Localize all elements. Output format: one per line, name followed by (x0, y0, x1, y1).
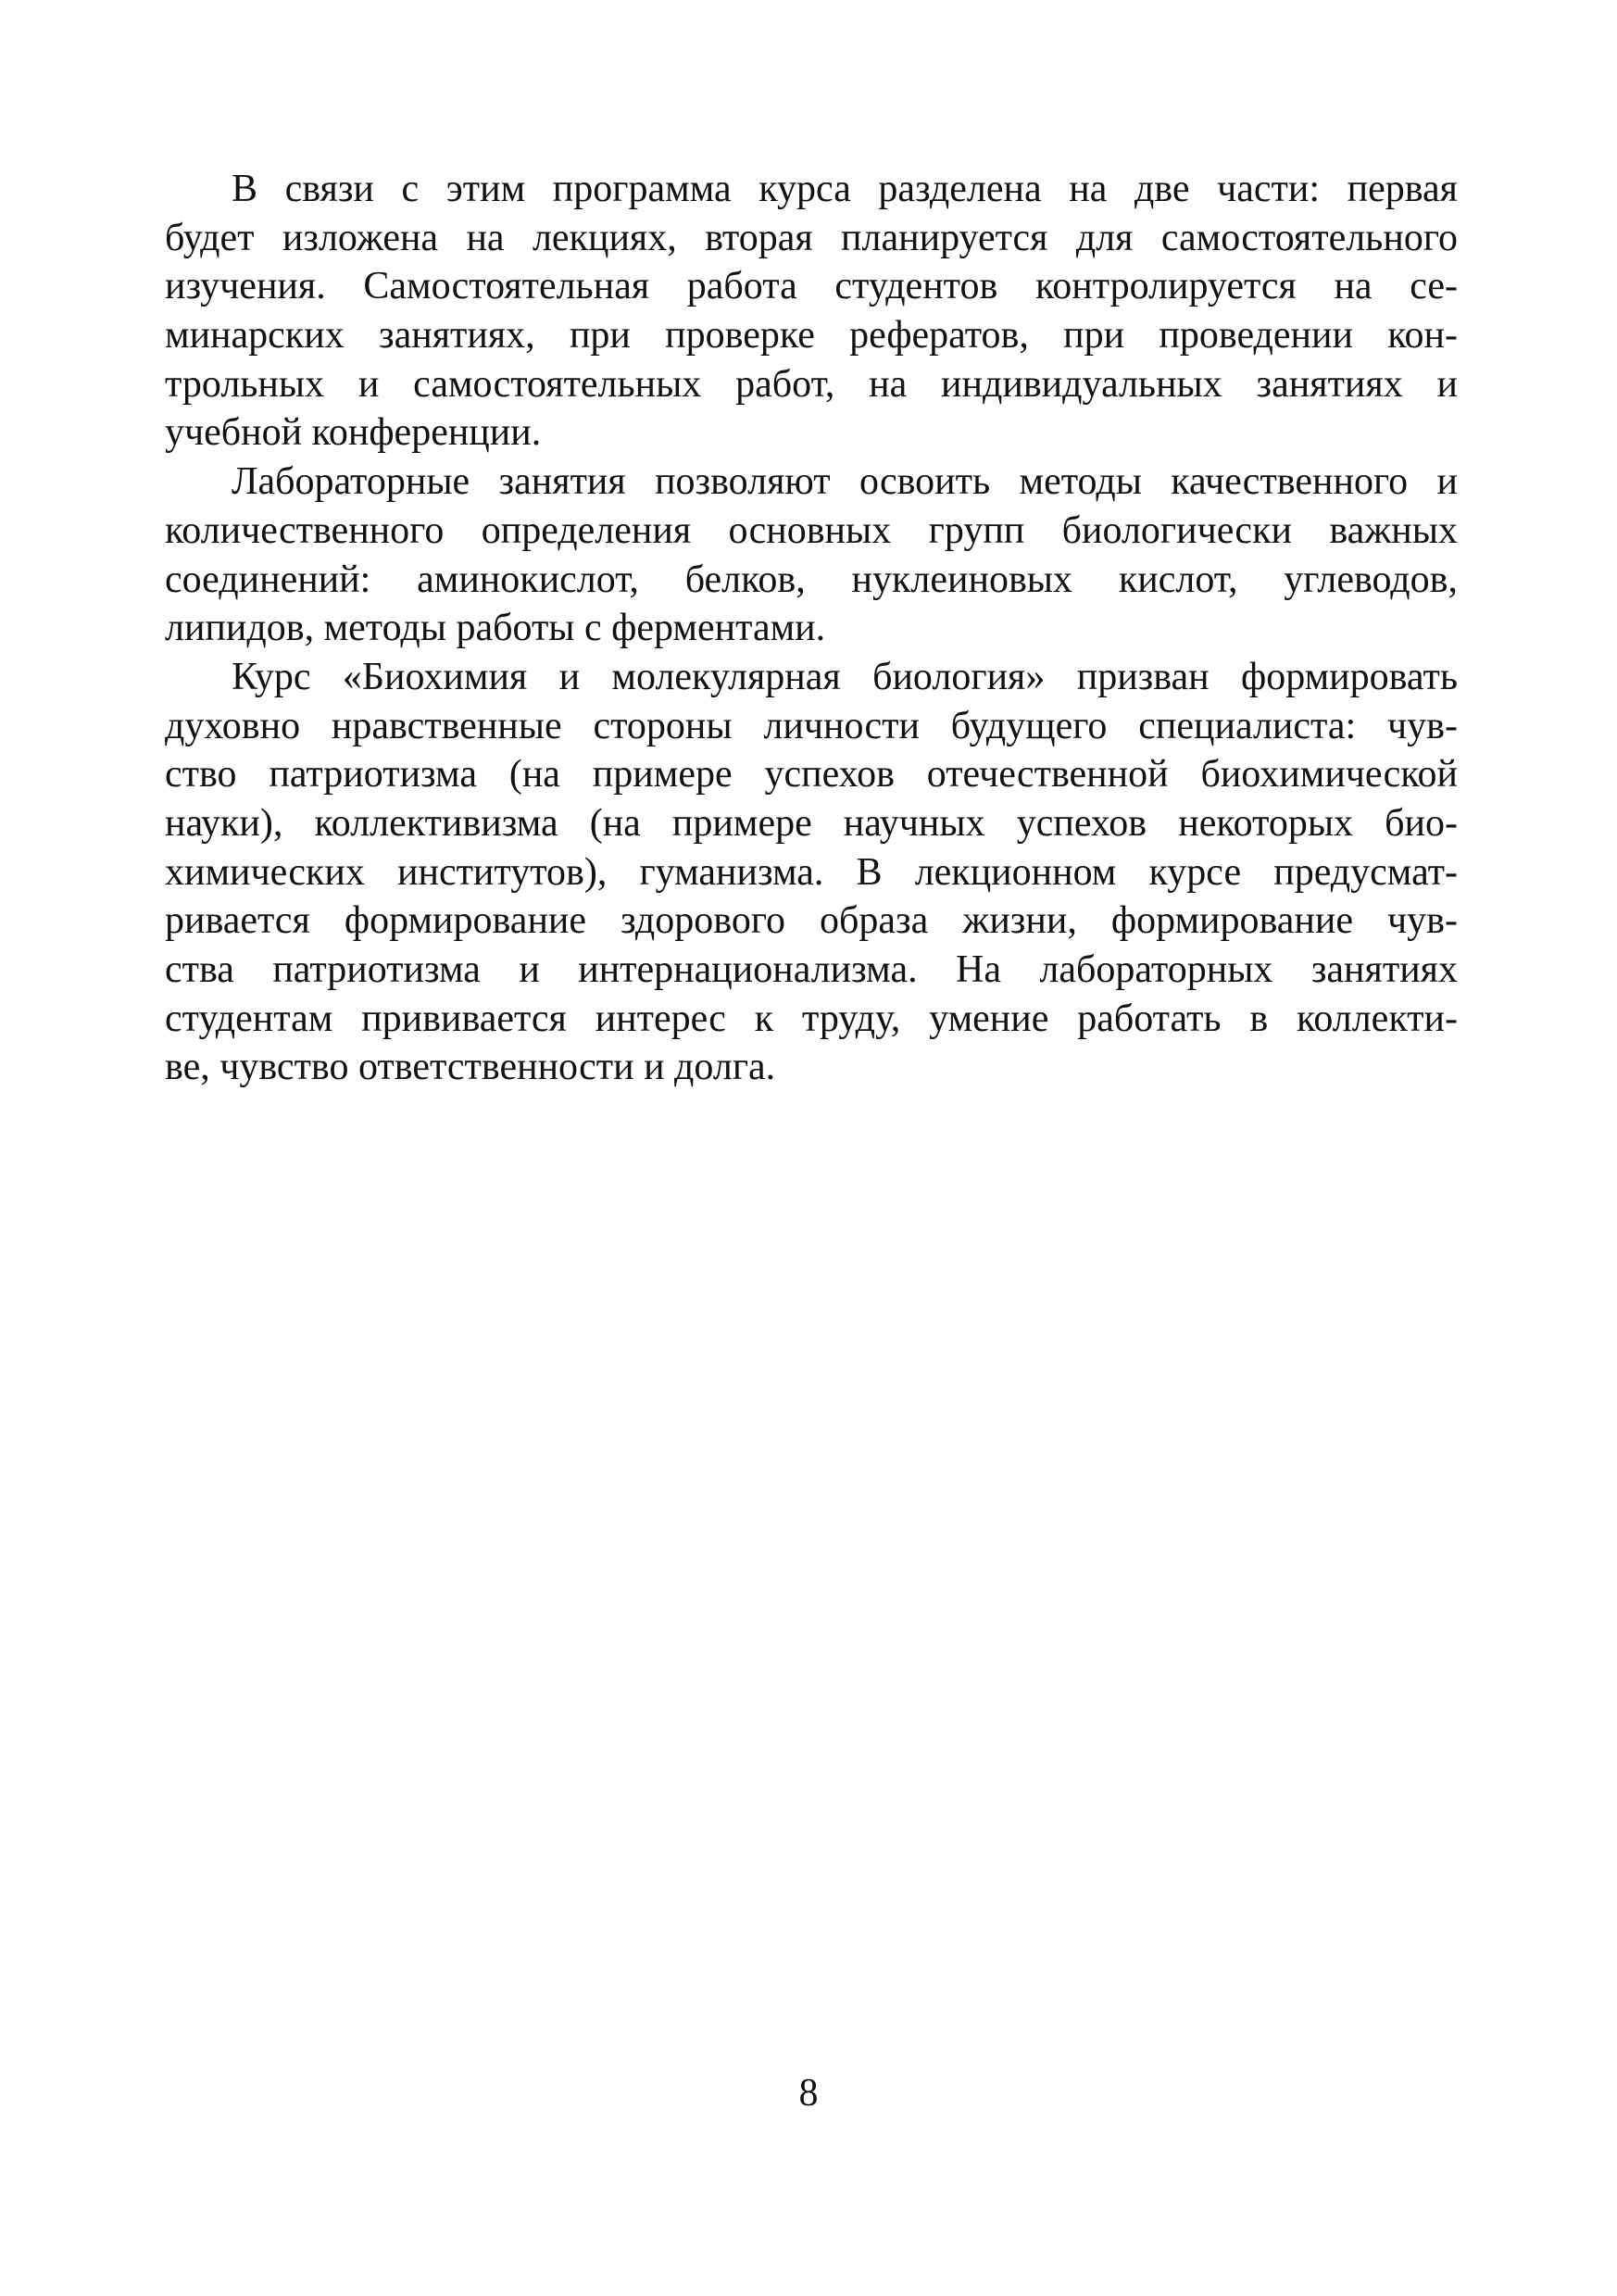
text-line: В связи с этим программа курса разделена на две части: первая (232, 168, 1458, 210)
text-line: Курс «Биохимия и молекулярная биология» призван формировать (232, 655, 1458, 698)
text-line: духовно нравственные стороны личности будущего специалиста: чув- (165, 704, 1458, 747)
text-line: изучения. Самостоятельная работа студентов контролируется на се- (165, 265, 1458, 308)
text-line: ства патриотизма и интернационализма. На лабораторных занятиях (165, 948, 1458, 991)
text-line: науки), коллективизма (на примере научных успехов некоторых био- (165, 801, 1458, 845)
text-line: студентам прививается интерес к труду, умение работать в коллекти- (165, 997, 1458, 1040)
text-line: будет изложена на лекциях, вторая планируется для самостоятельного (165, 216, 1458, 259)
text-line: учебной конференции. (165, 411, 542, 455)
text-line: Лабораторные занятия позволяют освоить методы качественного и (232, 460, 1458, 504)
text-line: трольных и самостоятельных работ, на индивидуальных занятиях и (165, 362, 1458, 406)
text-line: минарских занятиях, при проверке рефератов, при проведении кон- (165, 314, 1458, 358)
text-line: ве, чувство ответственности и долга. (165, 1046, 776, 1089)
text-line: ривается формирование здорового образа жизни, формирование чув- (165, 899, 1458, 943)
text-line: ство патриотизма (на примере успехов отечественной биохимической (165, 753, 1458, 797)
body-text (165, 165, 1458, 1092)
text-line: липидов, методы работы с ферментами. (165, 607, 826, 650)
page-number: 8 (798, 2072, 819, 2114)
text-line: химических институтов), гуманизма. В лекционном курсе предусмат- (165, 850, 1458, 894)
text-line: соединений: аминокислот, белков, нуклеиновых кислот, углеводов, (165, 558, 1458, 601)
text-line: количественного определения основных групп биологически важных (165, 508, 1458, 552)
